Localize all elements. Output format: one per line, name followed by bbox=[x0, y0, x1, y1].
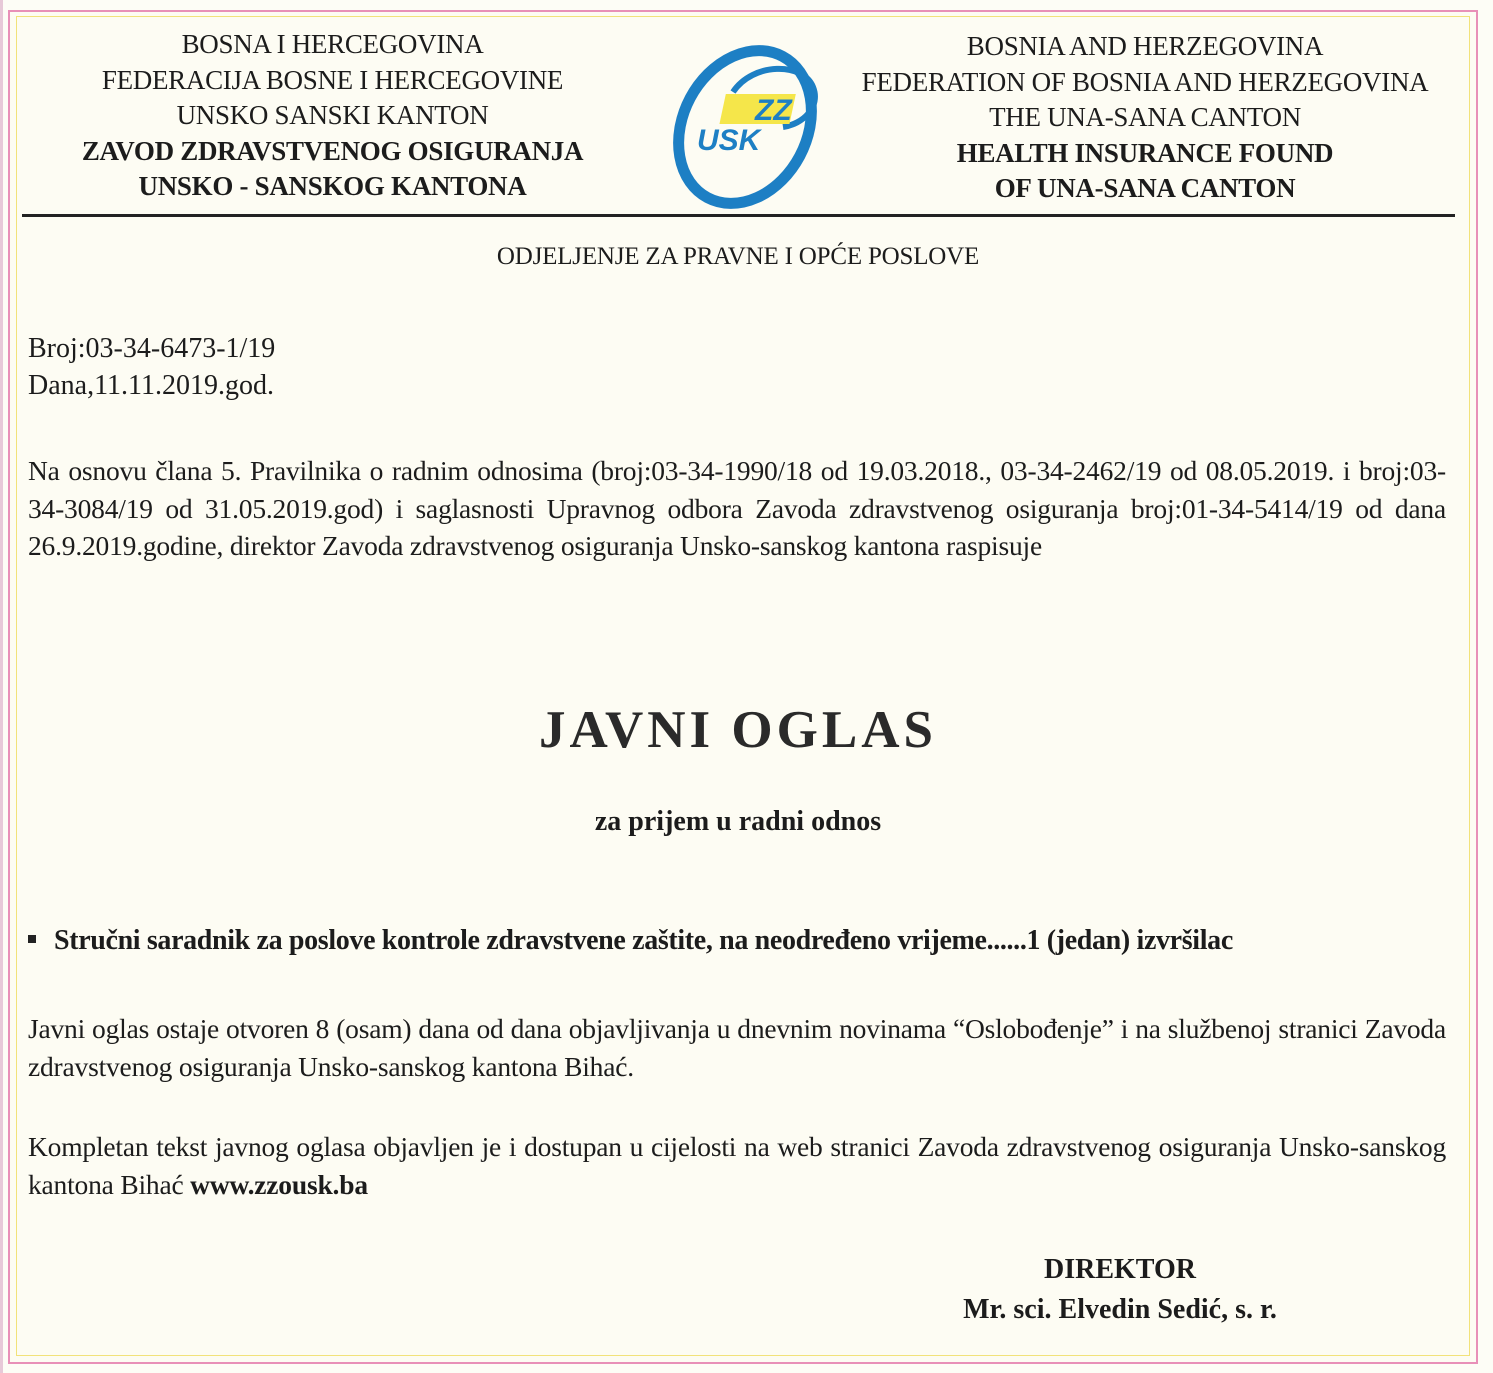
header-right-line-2: FEDERATION OF BOSNIA AND HERZEGOVINA bbox=[861, 66, 1429, 97]
header-right-line-5: OF UNA-SANA CANTON bbox=[994, 173, 1296, 203]
header-left-line-3: UNSKO SANSKI KANTON bbox=[176, 100, 489, 130]
logo-text-top: ZZ bbox=[755, 94, 792, 127]
header-divider bbox=[22, 214, 1455, 217]
reference-block bbox=[28, 330, 275, 404]
zzusk-logo bbox=[663, 32, 838, 212]
notice-subtitle: za prijem u radni odnos bbox=[594, 806, 882, 837]
logo-text-bottom: USK bbox=[697, 124, 761, 157]
website-paragraph-text: Kompletan tekst javnog oglasa objavljen je i dostupan u cijelosti na web stranici Zavoda zdravstvenog osiguranja Unsko-sanskog kantona Bihać bbox=[28, 1131, 1446, 1200]
open-period-paragraph: Javni oglas ostaje otvoren 8 (osam) dana od dana objavljivanja u dnevnim novinama “Oslobođenje” i na službenoj stranici Zavoda zdravstvenog osiguranja Unsko-sanskog kantona Bihać. bbox=[28, 1013, 1446, 1082]
bullet-icon bbox=[28, 935, 36, 943]
header-left-line-1: BOSNA I HERCEGOVINA bbox=[181, 29, 484, 59]
page-edge bbox=[0, 0, 3, 1373]
header-right-line-1: BOSNIA AND HERZEGOVINA bbox=[966, 31, 1324, 61]
signature-block bbox=[900, 1250, 1340, 1330]
header-right-line-4: HEALTH INSURANCE FOUND bbox=[956, 137, 1334, 168]
position-list-item bbox=[28, 925, 1233, 957]
header-left-line-5: UNSKO - SANSKOG KANTONA bbox=[138, 171, 527, 201]
website-paragraph bbox=[28, 1128, 1446, 1203]
reference-date: Dana,11.11.2019.god. bbox=[28, 370, 274, 401]
header-right bbox=[830, 29, 1460, 207]
intro-paragraph: Na osnovu člana 5. Pravilnika o radnim odnosima (broj:03-34-1990/18 od 19.03.2018., 03-34-2462/19 od 08.05.2019. i broj:03-34-3084/19 od 31.05.2019.god) i saglasnosti Upravnog odbora Zavoda zdravstvenog osiguranja broj:01-34-5414/19 od dana 26.9.2019.godine, direktor Zavoda zdravstvenog osiguranja Unsko-sanskog kantona raspisuje bbox=[28, 455, 1446, 561]
signature-name: Mr. sci. Elvedin Sedić, s. r. bbox=[963, 1294, 1277, 1325]
header-right-line-3: THE UNA-SANA CANTON bbox=[989, 102, 1301, 132]
header-left-line-4: ZAVOD ZDRAVSTVENOG OSIGURANJA bbox=[81, 135, 584, 166]
header-left bbox=[20, 27, 645, 205]
reference-number: Broj:03-34-6473-1/19 bbox=[28, 333, 276, 364]
department-name: ODJELJENJE ZA PRAVNE I OPĆE POSLOVE bbox=[496, 243, 980, 270]
website-link[interactable]: www.zzousk.ba bbox=[190, 1168, 368, 1200]
notice-title: JAVNI OGLAS bbox=[539, 701, 937, 759]
position-text: Stručni saradnik za poslove kontrole zdravstvene zaštite, na neodređeno vrijeme......1 (jedan) izvršilac bbox=[54, 925, 1233, 956]
header-left-line-2: FEDERACIJA BOSNE I HERCEGOVINE bbox=[101, 64, 564, 95]
signature-role: DIREKTOR bbox=[1044, 1254, 1196, 1285]
